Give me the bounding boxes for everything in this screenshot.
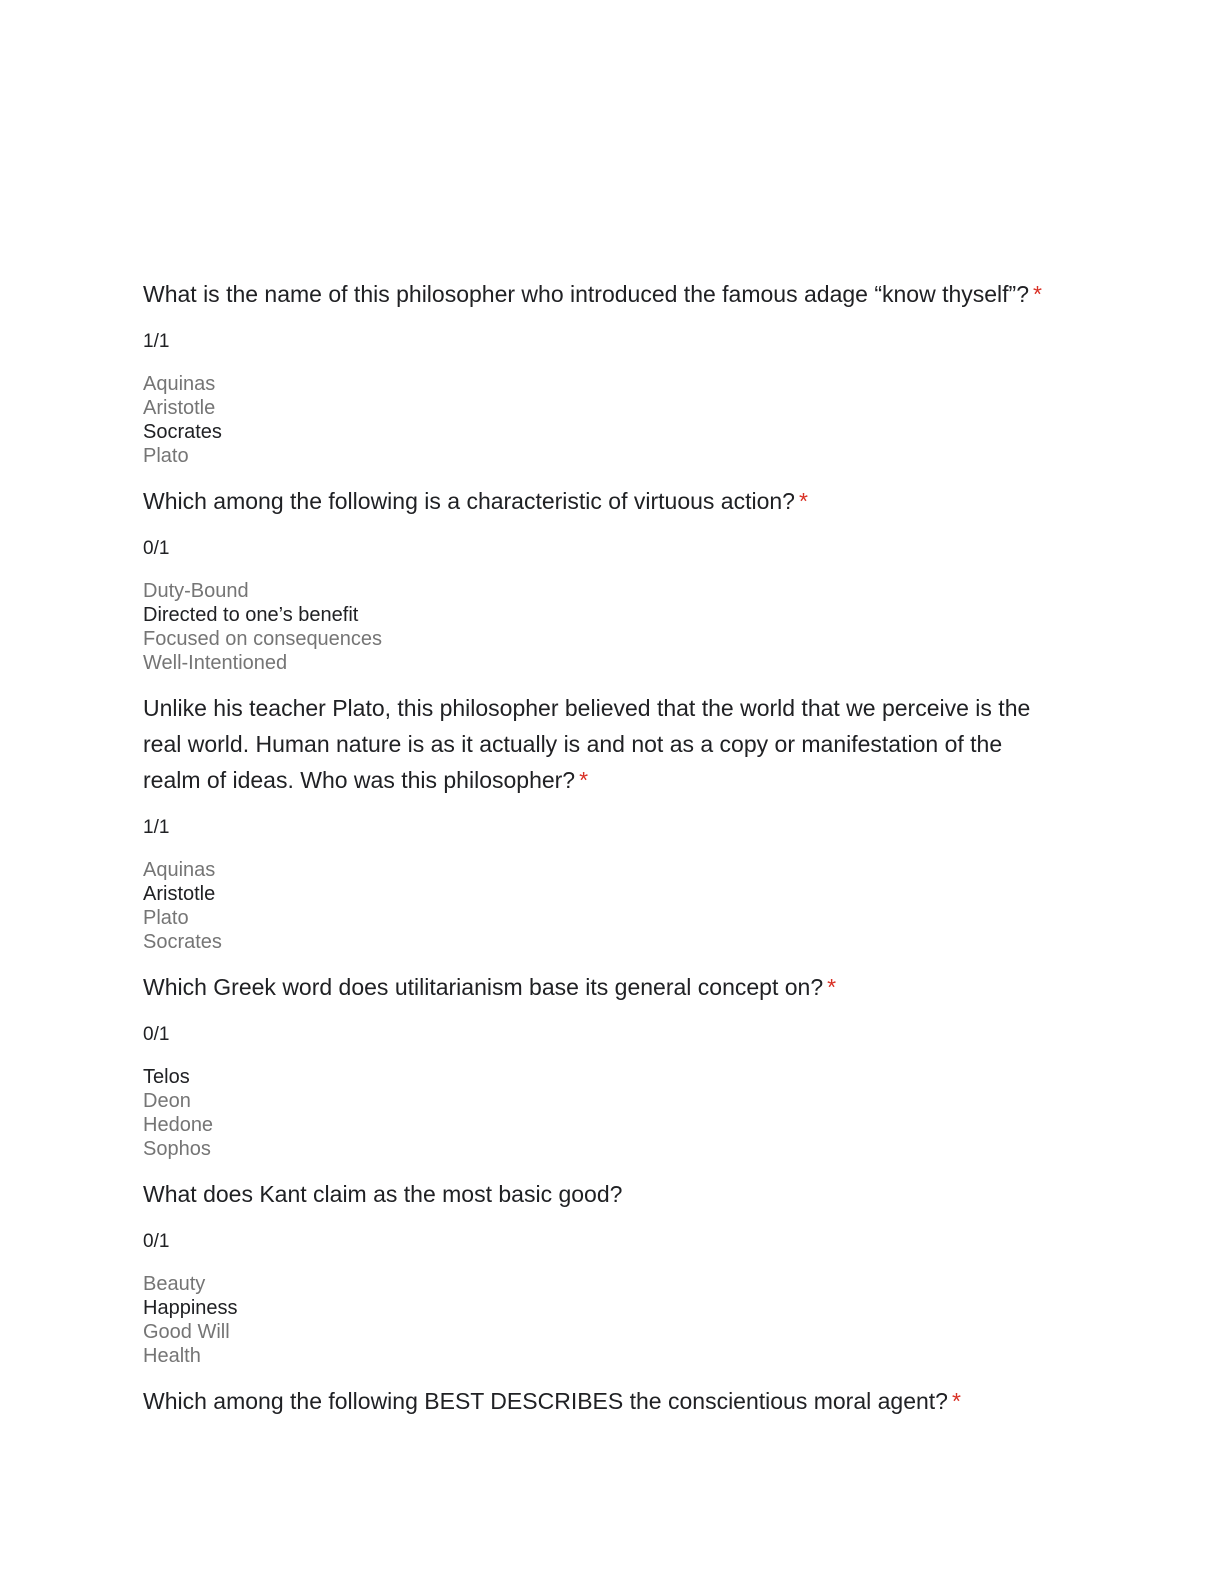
required-asterisk: * — [798, 488, 808, 514]
answer-option: Beauty — [143, 1273, 206, 1295]
answer-option: Aquinas — [143, 373, 216, 395]
question-title — [143, 483, 1063, 519]
answer-option: Plato — [143, 907, 189, 929]
answer-options — [143, 1065, 1063, 1161]
answer-option: Good Will — [143, 1321, 230, 1343]
question-text: What does Kant claim as the most basic good? — [143, 1181, 623, 1207]
question-item — [143, 969, 1063, 1161]
answer-option: Sophos — [143, 1138, 211, 1160]
selected-answer-option: Happiness — [143, 1297, 238, 1319]
required-asterisk: * — [1033, 281, 1042, 307]
required-asterisk: * — [951, 1388, 961, 1414]
question-item — [143, 1176, 1063, 1368]
question-item — [143, 276, 1063, 468]
selected-answer-option: Telos — [143, 1066, 190, 1088]
question-score: 0/1 — [143, 538, 170, 559]
required-asterisk: * — [827, 974, 837, 1000]
question-score: 1/1 — [143, 817, 170, 838]
selected-answer-option: Socrates — [143, 421, 222, 443]
answer-options — [143, 1272, 1063, 1368]
selected-answer-option: Directed to one’s benefit — [143, 604, 359, 626]
question-item — [143, 1383, 1063, 1419]
answer-option: Hedone — [143, 1114, 214, 1136]
answer-options — [143, 579, 1063, 675]
required-asterisk: * — [579, 767, 589, 793]
answer-option: Well-Intentioned — [143, 652, 288, 674]
answer-options — [143, 858, 1063, 954]
question-score: 1/1 — [143, 331, 170, 352]
answer-option: Plato — [143, 445, 189, 467]
question-title — [143, 969, 1063, 1005]
answer-option: Health — [143, 1345, 201, 1367]
question-title — [143, 1176, 1063, 1212]
selected-answer-option: Aristotle — [143, 883, 216, 905]
question-score: 0/1 — [143, 1024, 170, 1045]
question-text: Unlike his teacher Plato, this philosopher believed that the world that we perceive is the real world. Human nature is as it actually is and not as a copy or manifestation of the realm of ideas. Who was this philosopher? — [143, 695, 1031, 793]
answer-option: Aquinas — [143, 859, 216, 881]
answer-option: Focused on consequences — [143, 628, 383, 650]
question-title — [143, 1383, 1063, 1419]
question-title — [143, 690, 1063, 798]
answer-option: Deon — [143, 1090, 191, 1112]
answer-option: Aristotle — [143, 397, 216, 419]
question-text: What is the name of this philosopher who introduced the famous adage “know thyself”? — [143, 281, 1029, 307]
question-item — [143, 483, 1063, 675]
question-text: Which Greek word does utilitarianism base its general concept on? — [143, 974, 824, 1000]
question-title — [143, 276, 1063, 312]
answer-option: Socrates — [143, 931, 222, 953]
question-list — [143, 276, 1063, 1419]
answer-options — [143, 372, 1063, 468]
question-text: Which among the following is a characteristic of virtuous action? — [143, 488, 795, 514]
question-text: Which among the following BEST DESCRIBES the conscientious moral agent? — [143, 1388, 948, 1414]
question-score: 0/1 — [143, 1231, 170, 1252]
question-item — [143, 690, 1063, 954]
quiz-page — [143, 276, 1063, 1419]
answer-option: Duty-Bound — [143, 580, 249, 602]
